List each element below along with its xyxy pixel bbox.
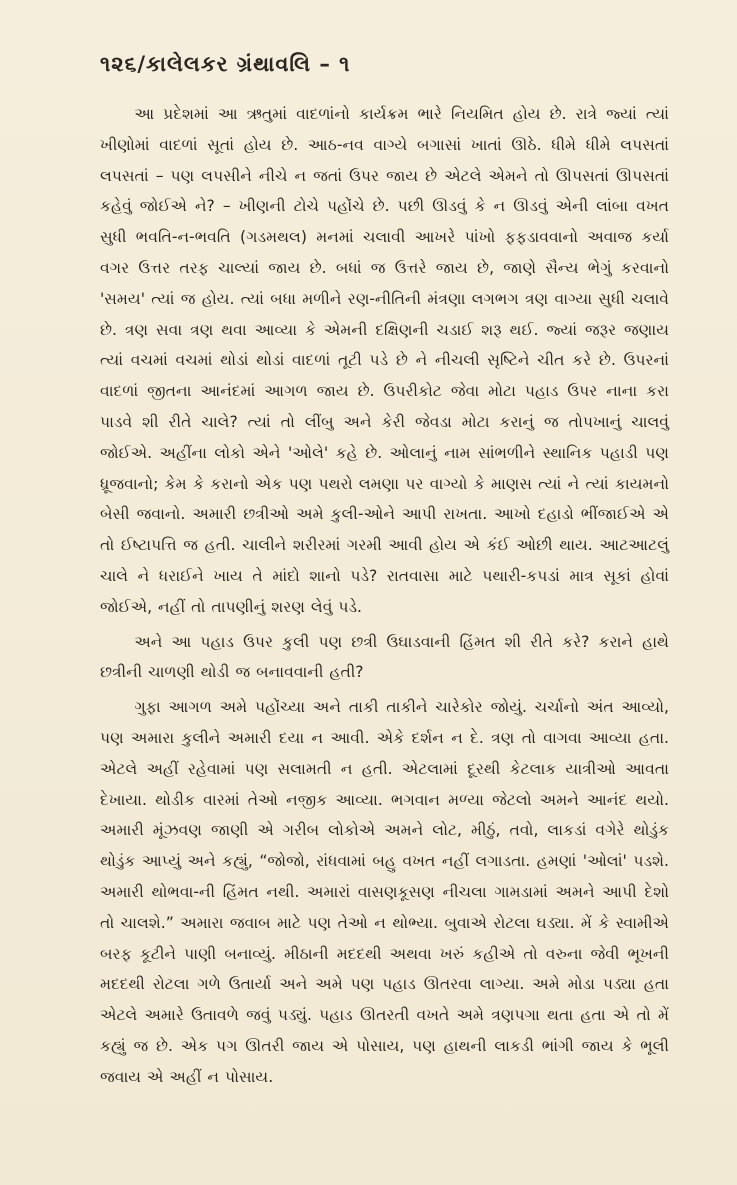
paragraph-umbrella: અને આ પહાડ ઉપર કુલી પણ છત્રી ઉઘાડવાની હિંમત શી રીતે કરે? કરાને હાથે છત્રીની ચાળણી થોડી જ બનાવવાની હતી?	[100, 632, 669, 682]
paragraph-clouds: આ પ્રદેશમાં આ ઋતુમાં વાદળાંનો કાર્યક્રમ ભારે નિયમિત હોય છે. રાત્રે જ્યાં ત્યાં ખીણોમાં વાદળાં સૂતાં હોય છે. આઠ-નવ વાગ્યે બગાસાં ખાતાં ઊઠે. ધીમે ધીમે લપસતાં લપસતાં – પણ લપસીને નીચે ન જતાં ઉપર જાય છે એટલે એમને તો ઊપસતાં ઊપસતાં કહેવું જોઈએ ને? – ખીણની ટોચે પહોંચે છે. પછી ઊડવું કે ન ઊડવું એની લાંબા વખત સુધી ભવતિ-ન-ભવતિ (ગડમથલ) મનમાં ચલાવી આખરે પાંખો ફફડાવવાનો અવાજ કર્યા વગર ઉત્તર તરફ ચાલ્યાં જાય છે. બધાં જ ઉત્તરે જાય છે, જાણે સૈન્ય ભેગું કરવાનો 'સમય' ત્યાં જ હોય. ત્યાં બધા મળીને રણ-નીતિની મંત્રણા લગભગ ત્રણ વાગ્યા સુધી ચલાવે છે. ત્રણ સવા ત્રણ થવા આવ્યા કે એમની દક્ષિણની ચડાઈ શરૂ થઈ. જ્યાં જરૂર જણાય ત્યાં વચમાં વચમાં થોડાં થોડાં વાદળાં તૂટી પડે છે ને નીચલી સૃષ્ટિને ચીત કરે છે. ઉપરનાં વાદળાં જીતના આનંદમાં આગળ જાય છે. ઉપરીકોટ જેવા મોટા પહાડ ઉપર નાના કરા પાડવે શી રીતે ચાલે? ત્યાં તો લીંબુ અને કેરી જેવડા મોટા કરાનું જ તોપખાનું ચાલવું જોઈએ. અહીંના લોકો એને 'ઓલે' કહે છે. ઓલાનું નામ સાંભળીને સ્થાનિક પહાડી પણ ધ્રૂજવાનો; કેમ કે કરાનો એક પણ પથરો લમણા પર વાગ્યો કે માણસ ત્યાં ને ત્યાં કાયમનો બેસી જવાનો. અમારી છત્રીઓ અમે કુલી-ઓને આપી રાખતા. આખો દહાડો ભીંજાઈએ એ તો ઈષ્ટાપત્તિ જ હતી. ચાલીને શરીરમાં ગરમી આવી હોય એ કંઈ ઓછી થાય. આટઆટલું ચાલે ને ધરાઈને ખાય તે માંદો શાનો પડે? રાતવાસા માટે પથારી-કપડાં માત્ર સૂકાં હોવાં જોઈએ, નહીં તો તાપણીનું શરણ લેવું પડે.	[100, 105, 669, 616]
running-head: ૧૨૬/કાલેલકર ગ્રંથાવલિ – ૧	[100, 52, 351, 76]
paragraph-cave: ગુફા આગળ અમે પહોંચ્યા અને તાકી તાકીને ચારેકોર જોયું. ચર્ચાનો અંત આવ્યો, પણ અમારા કુલીને અમારી દયા ન આવી. એકે દર્શન ન દે. ત્રણ તો વાગવા આવ્યા હતા. એટલે અહીં રહેવામાં પણ સલામતી ન હતી. એટલામાં દૂરથી કેટલાક યાત્રીઓ આવતા દેખાયા. થોડીક વારમાં તેઓ નજીક આવ્યા. ભગવાન મળ્યા જેટલો અમને આનંદ થયો. અમારી મૂંઝવણ જાણી એ ગરીબ લોકોએ અમને લોટ, મીઠું, તવો, લાકડાં વગેરે થોડુંક થોડુંક આપ્યું અને કહ્યું, “જોજો, રાંધવામાં બહુ વખત નહીં લગાડતા. હમણાં 'ઓલાં' પડશે. અમારી થોભવા-ની હિંમત નથી. અમારાં વાસણકૂસણ નીચલા ગામડામાં અમને આપી દેશો તો ચાલશે.” અમારા જવાબ માટે પણ તેઓ ન થોભ્યા. બુવાએ રોટલા ઘડ્યા. મેં કે સ્વામીએ બરફ કૂટીને પાણી બનાવ્યું. મીઠાની મદદથી અથવા ખરું કહીએ તો વરુના જેવી ભૂખની મદદથી રોટલા ગળે ઉતાર્યા અને અમે પણ પહાડ ઊતરવા લાગ્યા. અમે મોડા પડ્યા હતા એટલે અમારે ઉતાવળે જવું પડ્યું. પહાડ ઊતરતી વખતે અમે ત્રણપગા થતા હતા એ તો મેં કહ્યું જ છે. એક પગ ઊતરી જાય એ પોસાય, પણ હાથની લાકડી ભાંગી જાય કે ભૂલી જવાય એ અહીં ન પોસાય.	[100, 698, 669, 1086]
